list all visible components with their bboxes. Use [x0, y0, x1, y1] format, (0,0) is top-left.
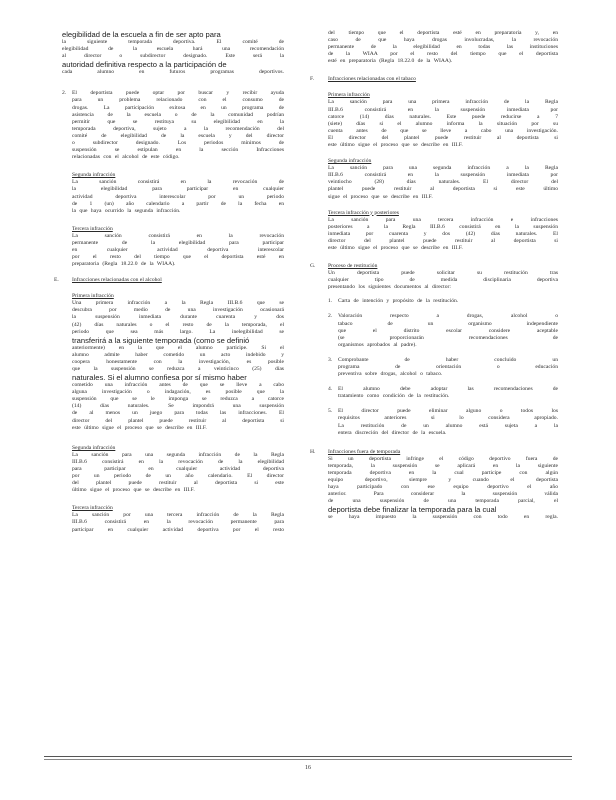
section-g: [310, 262, 558, 437]
text-line: permitir que se restituya su elegibilidad en la: [72, 118, 284, 125]
footer-rule: [44, 759, 572, 760]
text-line: El alumno debe adoptar las recomendaciones de: [338, 386, 558, 393]
text-line: La sanción para una segunda infracción a la Regla: [328, 165, 558, 172]
text-line: Una primera infracción a la Regla III.B.6 que se: [72, 300, 284, 307]
subsection-title: Tercera infracción y posteriores: [328, 209, 399, 216]
text-line: III.B.6 consistirá en la suspensión inmediata por: [328, 106, 558, 113]
text-line: naturales. Si el alumno confiesa por sí mismo haber: [72, 373, 247, 383]
text-line: tratamiento como condición de la restitución.: [338, 393, 450, 400]
text-line: periodo que sea más largo. La inelegibilidad se: [72, 328, 284, 335]
text-line: La sanción por una tercera infracción de la Regla: [72, 512, 284, 519]
section-letter: F.: [310, 76, 315, 83]
text-line: La sanción consistirá en la revocación de: [72, 179, 284, 186]
text-line: por el resto del tiempo que el deportista esté en: [72, 254, 284, 261]
text-line: transferirá a la siguiente temporada (como se definió: [72, 335, 250, 345]
text-line: inmediata por cuarenta y dos (42) días naturales. El: [328, 230, 558, 237]
text-line: cualquier tipo de medida disciplinaria deportiva: [328, 277, 558, 284]
page-number: 16: [305, 765, 311, 771]
item-number: 1.: [328, 298, 333, 305]
section-title: Infracciones relacionadas con el tabaco: [328, 76, 416, 83]
text-line: El deportista puede optar por buscar y recibir ayuda: [72, 90, 284, 97]
text-line: este último sigue el proceso que se describe en III.F.: [328, 142, 463, 149]
numbered-item-2: [62, 90, 284, 161]
right-column: [310, 30, 558, 522]
text-line: participar en cualquier actividad deportiva por el resto: [72, 526, 284, 533]
section-e: [54, 276, 284, 432]
item-number: 2.: [328, 313, 333, 320]
text-line: este último sigue el proceso que se describe en III.F.: [328, 244, 463, 251]
text-line: presentando los siguientes documentos al director:: [328, 284, 451, 291]
text-line: alguna investigación o indagación, es posible que la: [72, 389, 284, 396]
text-line: elegibilidad de la escuela hará una recomendación: [62, 46, 284, 53]
left-column: [54, 30, 284, 534]
text-line: para un problema relacionado con el consumo de: [72, 97, 284, 104]
text-line: para participar en cualquier actividad deportiva: [72, 465, 284, 472]
text-line: La sanción para una tercera infracción e infracciones: [328, 216, 558, 223]
text-line: temporada deportiva, sujeto a la recomendación del: [72, 125, 284, 132]
text-line: temporada, la suspensión se aplicará en la siguiente: [328, 462, 558, 469]
text-line: la siguiente temporada deportiva. El comité de: [62, 39, 284, 45]
text-line: de 1 (un) año calendario a partir de la fecha en: [72, 200, 284, 207]
text-line: la suspensión inmediata durante cuarenta y dos: [72, 314, 284, 321]
subsection-title: Segunda infracción: [328, 158, 372, 165]
text-line: director del plantel puede restituir al deportista si: [328, 237, 558, 244]
text-line: actividad deportiva interescolar por un periodo: [72, 193, 284, 200]
text-line: Comprobante de haber concluido un: [338, 356, 558, 363]
text-line: sigue el proceso que se describe en III.F.: [328, 193, 433, 200]
segunda-infraccion-block: [62, 171, 284, 214]
text-line: relacionadas con el alcohol de este código.: [72, 154, 180, 161]
text-line: preventiva sobre drogas, alcohol o tabaco.: [338, 371, 443, 378]
subsection-title: Primera infracción: [328, 92, 370, 99]
text-line: Carta de intención y propósito de la restitución.: [338, 298, 459, 305]
intro-paragraph: [62, 30, 284, 76]
text-line: de la WIAA por el resto del tiempo que el deportista: [328, 51, 558, 58]
section-title: Infracciones fuera de temporada: [328, 448, 401, 455]
section-letter: E.: [54, 277, 59, 284]
text-line: asistencia de la escuela o de la comunidad podrían: [72, 111, 284, 118]
text-line: (siete) días si el alumno informa la situación por su: [328, 120, 558, 127]
subsection-title: Tercera infracción: [72, 505, 113, 512]
text-line: descubra por medio de una investigación ocasionará: [72, 307, 284, 314]
text-line: anterior. Para considerar la suspensión válida: [328, 491, 558, 498]
text-line: que el distrito escolar considere aceptable: [338, 327, 558, 334]
section-f: [310, 75, 558, 252]
text-line: catorce (14) días naturales. Este puede reducirse a 7: [328, 113, 558, 120]
text-line: cometido una infracción antes de que se lleve a cabo: [72, 382, 284, 389]
text-line: alumno admite haber cometido un acto indebido y: [72, 351, 284, 358]
text-line: III.B.6 consistirá en la suspensión inmediata por: [328, 172, 558, 179]
text-line: La restitución de un alumno está sujeta a la: [338, 422, 558, 429]
list-item: [328, 408, 558, 436]
section-h: [310, 448, 558, 522]
text-line: permanente de la elegibilidad en todas las instituciones: [328, 44, 558, 51]
text-line: preparatoria (Regla 18.22.0 de la WIAA).: [72, 261, 176, 268]
text-line: permanente de la elegibilidad para participar: [72, 239, 284, 246]
subsection-title: Segunda infracción: [72, 444, 116, 451]
text-line: posteriores a la Regla III.B.6 consistirá en la suspensión: [328, 223, 558, 230]
text-line: III.B.6 consistirá en la revocación permanente para: [72, 519, 284, 526]
item-number: 2.: [62, 90, 67, 97]
subsection-title: Primera infracción: [72, 293, 114, 300]
text-line: La sanción consistirá en la revocación: [72, 232, 284, 239]
text-line: haya participado con ese equipo deportivo el año: [328, 484, 558, 491]
section-title: Infracciones relacionadas con el alcohol: [72, 277, 162, 284]
text-line: caso de que haya drogas involucradas, la revocación: [328, 37, 558, 44]
text-line: este último sigue el proceso que se describe en III.F.: [72, 424, 207, 431]
text-line: veintiocho (28) días naturales. El director del: [328, 179, 558, 186]
text-line: de al menos un juego para todas las infracciones. El: [72, 410, 284, 417]
footer-rule: [44, 756, 572, 757]
item-number: 4.: [328, 386, 333, 393]
item-number: 3.: [328, 356, 333, 363]
text-line: cada alumno en futuros programas deportivos.: [62, 69, 284, 76]
text-line: requisitos anteriores si lo considera apropiado.: [338, 415, 558, 422]
list-item: [328, 357, 558, 378]
text-line: al director o subdirector designado. Este será la: [62, 53, 284, 60]
segunda-infraccion-e-block: [62, 444, 284, 495]
text-line: La sanción para una segunda infracción de la Regla: [72, 451, 284, 458]
section-letter: H.: [310, 448, 316, 455]
continued-paragraph: [318, 30, 558, 65]
text-line: suspensión se estipulan en la sección Infracciones: [72, 147, 284, 154]
text-line: Un deportista puede solicitar su restitución tras: [328, 270, 558, 277]
text-line: del plantel puede restituir al deportista si este: [72, 480, 284, 487]
text-line: la elegibilidad para participar en cualquier: [72, 186, 284, 193]
text-line: Si un deportista infringe el código deportivo fuera de: [328, 455, 558, 462]
text-line: III.B.6 consistirá en la revocación de la elegibilidad: [72, 458, 284, 465]
text-line: esté en preparatoria (Regla 18.22.0 de la WIAA).: [328, 58, 453, 65]
text-line: director del plantel puede restituir al deportista si: [72, 417, 284, 424]
text-line: (se proporcionarán recomendaciones de: [338, 334, 558, 341]
text-line: organismos aprobados al padre).: [338, 341, 417, 348]
text-line: último sigue el proceso que se describe en III.F.: [72, 487, 195, 494]
text-line: La sanción para una primera infracción de la Regla: [328, 99, 558, 106]
text-line: deportista debe finalizar la temporada para la cual: [328, 505, 497, 515]
subsection-title: Tercera infracción: [72, 225, 113, 232]
section-title: Proceso de restitución: [328, 263, 378, 270]
text-line: suspensión que se le imponga se reduzca a catorce: [72, 396, 284, 403]
list-item: [328, 386, 558, 400]
text-line: drogas. La participación exitosa en un programa de: [72, 104, 284, 111]
text-line: autoridad definitiva respecto a la participación de: [62, 60, 227, 70]
list-item: [328, 313, 558, 348]
text-line: se haya impuesto la suspensión con todo en regla.: [328, 514, 558, 521]
text-line: programa de orientación o educación: [338, 364, 558, 370]
text-line: equipo deportivo, siempre y cuando el deportista: [328, 477, 558, 484]
text-line: cuenta antes de que se lleve a cabo una investigación.: [328, 127, 558, 134]
text-line: Valoración respecto a drogas, alcohol o: [338, 313, 558, 320]
text-line: por un periodo de un año calendario. El director: [72, 473, 284, 480]
item-number: 5.: [328, 408, 333, 415]
text-line: (42) días naturales o el resto de la temporada, el: [72, 321, 284, 328]
text-line: tabaco de un organismo independiente: [338, 320, 558, 327]
text-line: El director del plantel puede restituir al deportista si: [328, 134, 558, 141]
text-line: o subdirector designado. Los periodos mínimos de: [72, 140, 284, 147]
text-line: plantel puede restituir al deportista si este último: [328, 186, 558, 193]
text-line: comité de elegibilidad de la escuela y del director: [72, 132, 284, 139]
text-line: en cualquier actividad deportiva interescolar: [72, 246, 284, 253]
section-letter: G.: [310, 263, 316, 270]
text-line: la que haya ocurrido la segunda infracción.: [72, 207, 181, 214]
text-line: de una suspensión de una temporada parcial, el: [328, 498, 558, 505]
tercera-infraccion-block: [62, 225, 284, 268]
text-line: anteriormente) en la que el alumno participe. Si el: [72, 344, 284, 351]
text-line: que la suspensión se reduzca a veinticinco (25) días: [72, 366, 284, 372]
list-item: [328, 298, 558, 305]
tercera-infraccion-e-block: [62, 504, 284, 533]
text-line: entera discreción del director de la escuela.: [338, 429, 447, 436]
text-line: temporada deportiva en la cual participe con algún: [328, 469, 558, 476]
text-line: (14) días naturales. Se impondrá una suspensión: [72, 403, 284, 410]
text-line: del tiempo que el deportista esté en preparatoria y, en: [328, 30, 558, 36]
subsection-title: Segunda infracción: [72, 172, 116, 179]
text-line: elegibilidad de la escuela a fin de ser apto para: [62, 30, 221, 39]
text-line: El director puede eliminar alguno o todos los: [338, 408, 558, 415]
text-line: coopera honestamente con la investigación, es posible: [72, 358, 284, 365]
